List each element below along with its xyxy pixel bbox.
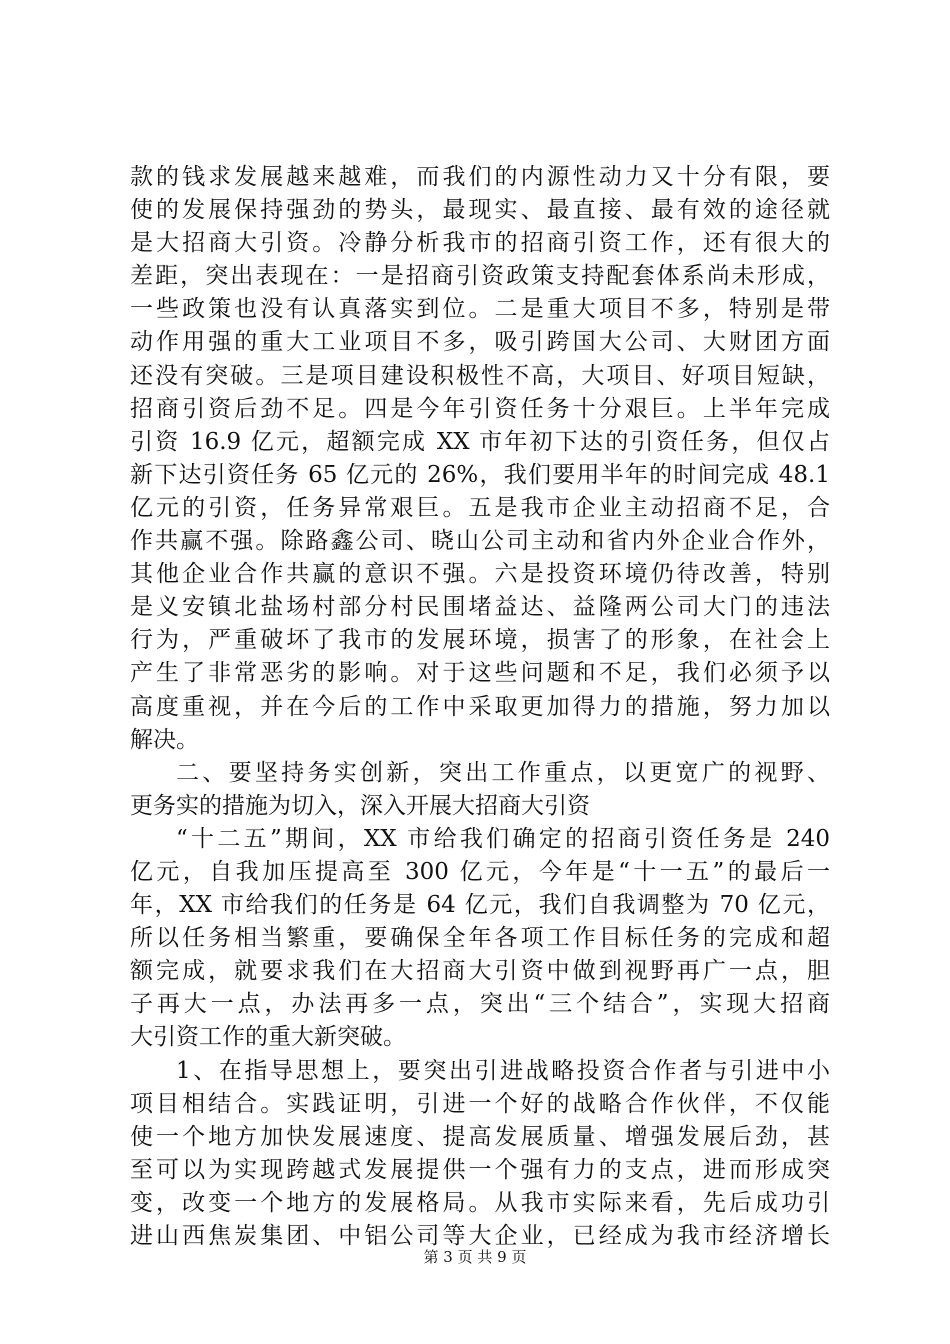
text-line: 还没有突破。三是项目建设积极性不高，大项目、好项目短缺， — [130, 362, 830, 389]
text-line: 使一个地方加快发展速度、提高发展质量、增强发展后劲，甚 — [130, 1123, 830, 1150]
text-line: 额完成，就要求我们在大招商大引资中做到视野再广一点，胆 — [130, 958, 830, 985]
text-line: 至可以为实现跨越式发展提供一个强有力的支点，进而形成突 — [130, 1156, 830, 1183]
text-line: “十二五”期间，XX 市给我们确定的招商引资任务是 240 — [176, 825, 830, 852]
text-line: 1、在指导思想上，要突出引进战略投资合作者与引进中小 — [176, 1057, 830, 1084]
text-line: 子再大一点，办法再多一点，突出“三个结合”，实现大招商 — [130, 991, 830, 1018]
text-line: 行为，严重破坏了我市的发展环境，损害了的形象，在社会上 — [130, 627, 830, 654]
text-line: 二、要坚持务实创新，突出工作重点，以更宽广的视野、 — [176, 759, 830, 786]
text-line: 产生了非常恶劣的影响。对于这些问题和不足，我们必须予以 — [130, 660, 830, 687]
text-line: 差距，突出表现在：一是招商引资政策支持配套体系尚未形成， — [130, 263, 830, 290]
text-line: 其他企业合作共赢的意识不强。六是投资环境仍待改善，特别 — [130, 561, 830, 588]
text-line: 新下达引资任务 65 亿元的 26%，我们要用半年的时间完成 48.1 — [130, 461, 830, 488]
text-line: 作共赢不强。除路鑫公司、晓山公司主动和省内外企业合作外， — [130, 528, 830, 555]
text-line: 招商引资后劲不足。四是今年引资任务十分艰巨。上半年完成 — [130, 395, 830, 422]
page-footer: 第 3 页 共 9 页 — [423, 1248, 527, 1266]
text-line: 动作用强的重大工业项目不多，吸引跨国大公司、大财团方面 — [130, 329, 830, 356]
text-line: 亿元的引资，任务异常艰巨。五是我市企业主动招商不足，合 — [130, 494, 830, 521]
text-line: 进山西焦炭集团、中铝公司等大企业，已经成为我市经济增长 — [130, 1223, 830, 1249]
text-line: 变，改变一个地方的发展格局。从我市实际来看，先后成功引 — [130, 1189, 830, 1216]
text-line: 是大招商大引资。冷静分析我市的招商引资工作，还有很大的 — [130, 230, 830, 257]
text-line: 使的发展保持强劲的势头，最现实、最直接、最有效的途径就 — [130, 197, 830, 224]
text-line: 更务实的措施为切入，深入开展大招商大引资 — [130, 792, 590, 819]
text-line: 年，XX 市给我们的任务是 64 亿元，我们自我调整为 70 亿元， — [130, 892, 830, 919]
text-line: 高度重视，并在今后的工作中采取更加得力的措施，努力加以 — [130, 693, 830, 720]
text-line: 所以任务相当繁重，要确保全年各项工作目标任务的完成和超 — [130, 925, 830, 952]
text-line: 亿元，自我加压提高至 300 亿元，今年是“十一五”的最后一 — [130, 858, 830, 885]
document-body — [130, 161, 830, 1253]
text-line: 解决。 — [130, 726, 199, 753]
text-line: 是义安镇北盐场村部分村民围堵益达、益隆两公司大门的违法 — [130, 594, 830, 621]
text-line: 款的钱求发展越来越难，而我们的内源性动力又十分有限，要 — [130, 164, 830, 190]
text-line: 大引资工作的重大新突破。 — [130, 1024, 406, 1051]
text-line: 项目相结合。实践证明，引进一个好的战略合作伙伴，不仅能 — [130, 1090, 830, 1117]
text-line: 一些政策也没有认真落实到位。二是重大项目不多，特别是带 — [130, 296, 830, 323]
text-line: 引资 16.9 亿元，超额完成 XX 市年初下达的引资任务，但仅占 — [130, 428, 830, 455]
